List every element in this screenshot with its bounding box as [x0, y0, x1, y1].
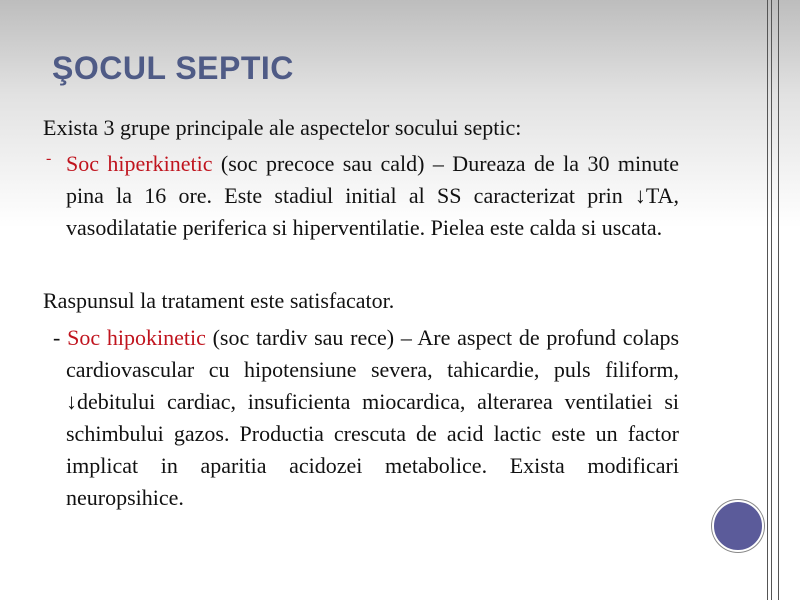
bullet-paragraph-hipokinetic [53, 322, 680, 514]
term-soc-hiperkinetic: Soc hiperkinetic [66, 151, 213, 176]
decorative-circle [712, 500, 764, 552]
response-text: Raspunsul la tratament este satisfacator. [43, 288, 395, 313]
bullet-text-hipokinetic: (soc tardiv sau rece) – Are aspect de profund colaps cardiovascular cu hipotensiune severa, tahicardie, puls filiform, ↓debitului cardiac, insuficienta miocardica, alterarea ventilatiei si schimbului gazos. Productia crescuta de acid lactic este un factor implicat in aparitia acidozei metabolice. Exista modificari neuropsihice. [66, 325, 680, 510]
intro-text: Exista 3 grupe principale ale aspectelor socului septic: [43, 115, 522, 140]
right-border-line-2 [771, 0, 772, 600]
bullet-marker-1: - [46, 150, 52, 167]
term-soc-hipokinetic: Soc hipokinetic [67, 325, 206, 350]
bullet-paragraph-hiperkinetic [66, 148, 679, 244]
right-border-line-3 [778, 0, 779, 600]
bullet-text-hiperkinetic: (soc precoce sau cald) – Dureaza de la 30 minute pina la 16 ore. Este stadiul initial al SS caracterizat prin ↓TA, vasodilatatie periferica si hiperventilatie. Pielea este calda si uscata. [66, 151, 679, 240]
right-border-line-1 [767, 0, 768, 600]
slide-title: ŞOCUL SEPTIC [52, 50, 294, 86]
bullet-marker-2: - [53, 325, 68, 350]
